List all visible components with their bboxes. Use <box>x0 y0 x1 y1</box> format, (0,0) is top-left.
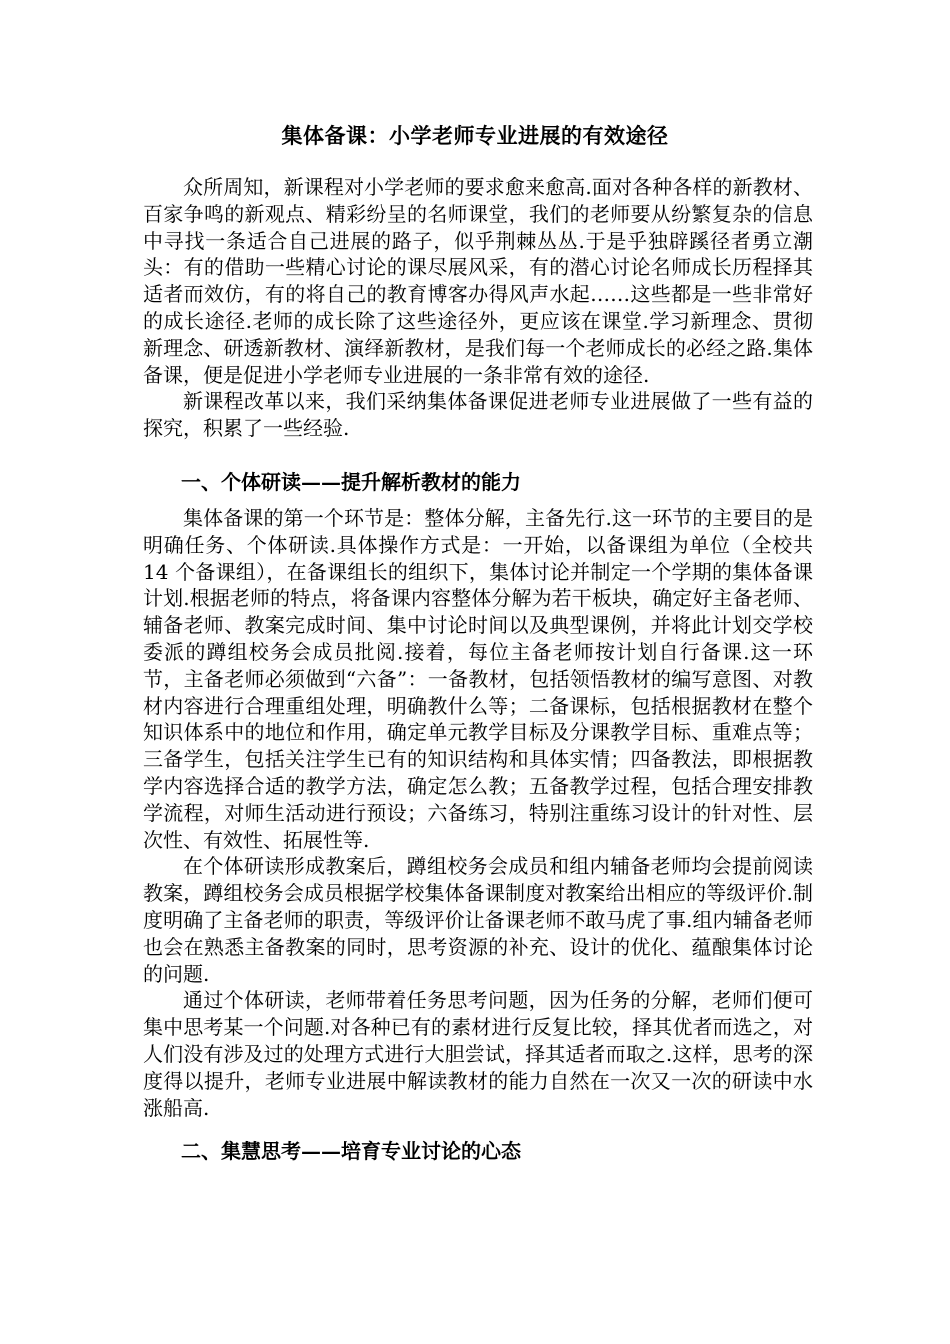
intro-section <box>143 174 813 442</box>
section-1-paragraph-3: 通过个体研读，老师带着任务思考问题，因为任务的分解，老师们便可集中思考某一个问题.对各种已有的素材进行反复比较，择其优者而选之，对人们没有涉及过的处理方式进行大胆尝试，择其适者而取之.这样，思考的深度得以提升，老师专业进展中解读教材的能力自然在一次又一次的研读中水涨船高. <box>143 988 813 1120</box>
section-2-heading: 二、集慧思考——培育专业讨论的心态 <box>181 1139 521 1163</box>
intro-paragraph-2: 新课程改革以来，我们采纳集体备课促进老师专业进展做了一些有益的探究，积累了一些经验. <box>143 389 813 441</box>
section-1-paragraph-1: 集体备课的第一个环节是：整体分解，主备先行.这一环节的主要目的是明确任务、个体研读.具体操作方式是：一开始，以备课组为单位（全校共 14 个备课组），在备课组长的组织下，集体讨论并制定一个学期的集体备课计划.根据老师的特点，将备课内容整体分解为若干板块，确定好主备老师、辅备老师、教案完成时间、集中讨论时间以及典型课例，并将此计划交学校委派的蹲组校务会成员批阅.接着，每位主备老师按计划自行备课.这一环节，主备老师必须做到“六备”：一备教材，包括领悟教材的编写意图、对教材内容进行合理重组处理，明确教什么等；二备课标，包括根据教材在整个知识体系中的地位和作用，确定单元教学目标及分课教学目标、重难点等；三备学生，包括关注学生已有的知识结构和具体实情；四备教法，即根据教学内容选择合适的教学方法，确定怎么教；五备教学过程，包括合理安排教学流程，对师生活动进行预设；六备练习，特别注重练习设计的针对性、层次性、有效性、拓展性等. <box>143 506 813 852</box>
section-1-body <box>143 505 813 1121</box>
section-1-paragraph-2: 在个体研读形成教案后，蹲组校务会成员和组内辅备老师均会提前阅读教案，蹲组校务会成员根据学校集体备课制度对教案给出相应的等级评价.制度明确了主备老师的职责，等级评价让备课老师不敢马虎了事.组内辅备老师也会在熟悉主备教案的同时，思考资源的补充、设计的优化、蕴酿集体讨论的问题. <box>143 854 813 986</box>
document-title: 集体备课：小学老师专业进展的有效途径 <box>281 123 669 148</box>
section-1-heading: 一、个体研读——提升解析教材的能力 <box>181 470 521 494</box>
intro-paragraph-1: 众所周知，新课程对小学老师的要求愈来愈高.面对各种各样的新教材、百家争鸣的新观点、精彩纷呈的名师课堂，我们的老师要从纷繁复杂的信息中寻找一条适合自己进展的路子，似乎荆棘丛丛.于是乎独辟蹊径者勇立潮头：有的借助一些精心讨论的课尽展风采，有的潜心讨论名师成长历程择其适者而效仿，有的将自己的教育博客办得风声水起……这些都是一些非常好的成长途径.老师的成长除了这些途径外，更应该在课堂.学习新理念、贯彻新理念、研透新教材、演绎新教材，是我们每一个老师成长的必经之路.集体备课，便是促进小学老师专业进展的一条非常有效的途径. <box>143 175 813 387</box>
